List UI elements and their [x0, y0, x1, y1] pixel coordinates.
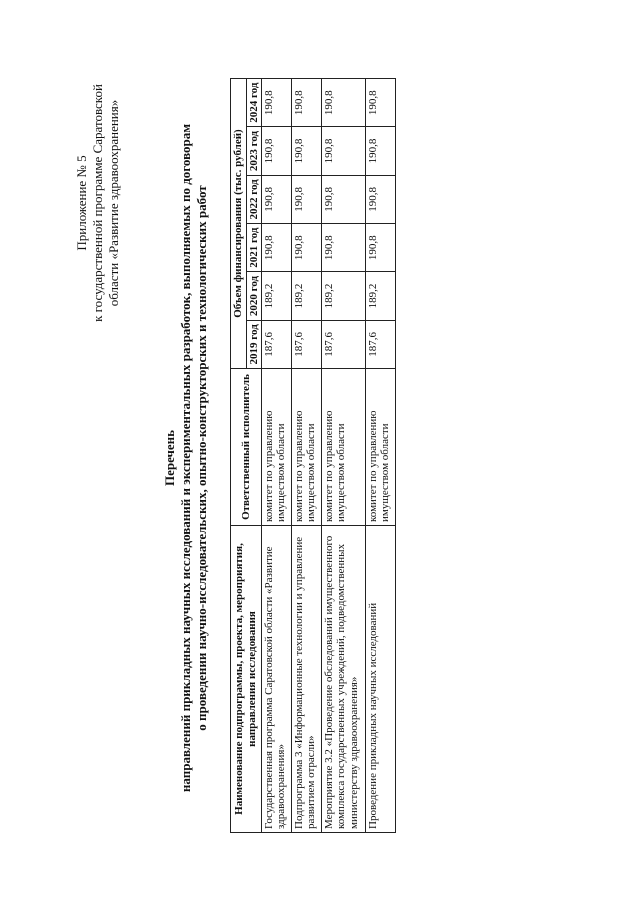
row-value: 190,8	[321, 127, 365, 175]
appendix-program-name: области «Развитие здравоохранения»	[106, 99, 121, 307]
row-value: 190,8	[365, 127, 395, 175]
row-executor: комитет по управлению имуществом области	[365, 369, 395, 526]
header-year: 2019 год	[246, 320, 261, 368]
header-year: 2024 год	[246, 79, 261, 127]
row-value: 190,8	[291, 224, 321, 272]
document-title: Перечень	[162, 429, 177, 487]
row-value: 187,6	[261, 320, 291, 368]
row-value: 190,8	[321, 224, 365, 272]
row-executor: комитет по управлению имуществом области	[261, 369, 291, 526]
row-value: 190,8	[261, 224, 291, 272]
funding-table	[230, 78, 396, 833]
header-year: 2022 год	[246, 175, 261, 223]
row-value: 190,8	[365, 175, 395, 223]
row-value: 190,8	[291, 79, 321, 127]
table-row	[321, 79, 365, 833]
table-row	[365, 79, 395, 833]
appendix-program: к государственной программе Саратовской	[90, 84, 105, 322]
table-row	[291, 79, 321, 833]
row-value: 189,2	[365, 272, 395, 320]
row-value: 190,8	[291, 127, 321, 175]
row-value: 190,8	[365, 79, 395, 127]
row-value: 190,8	[261, 175, 291, 223]
row-name: Мероприятие 3.2 «Проведение обследований имущественного комплекса государственных учреждений, подведомственных министерству здравоохранения»	[321, 526, 365, 833]
row-value: 187,6	[365, 320, 395, 368]
row-executor: комитет по управлению имуществом области	[291, 369, 321, 526]
row-value: 190,8	[321, 175, 365, 223]
document-subtitle-line-1: направлений прикладных научных исследований и экспериментальных разработок, выполняемых по договорам	[178, 123, 193, 793]
rotated-page	[70, 68, 450, 848]
row-value: 190,8	[261, 79, 291, 127]
row-value: 189,2	[321, 272, 365, 320]
row-executor: комитет по управлению имуществом области	[321, 369, 365, 526]
appendix-number: Приложение № 5	[74, 155, 89, 251]
row-value: 187,6	[321, 320, 365, 368]
row-value: 190,8	[261, 127, 291, 175]
header-year: 2021 год	[246, 224, 261, 272]
row-name: Государственная программа Саратовской области «Развитие здравоохранения»	[261, 526, 291, 833]
row-name: Проведение прикладных научных исследований	[365, 526, 395, 833]
header-year: 2023 год	[246, 127, 261, 175]
row-value: 190,8	[365, 224, 395, 272]
header-name: Наименование подпрограммы, проекта, мероприятия, направления исследования	[231, 526, 262, 833]
header-executor: Ответственный исполнитель	[231, 369, 262, 526]
table-row	[261, 79, 291, 833]
row-value: 190,8	[321, 79, 365, 127]
row-value: 190,8	[291, 175, 321, 223]
header-funding: Объем финансирования (тыс. рублей)	[231, 79, 247, 369]
row-value: 187,6	[291, 320, 321, 368]
appendix-block	[74, 68, 122, 338]
row-value: 189,2	[291, 272, 321, 320]
document-heading	[162, 68, 210, 848]
row-value: 189,2	[261, 272, 291, 320]
row-name: Подпрограмма 3 «Информационные технологии и управление развитием отрасли»	[291, 526, 321, 833]
document-subtitle-line-2: о проведении научно-исследовательских, опытно-конструкторских и технологических работ	[194, 185, 209, 731]
header-year: 2020 год	[246, 272, 261, 320]
